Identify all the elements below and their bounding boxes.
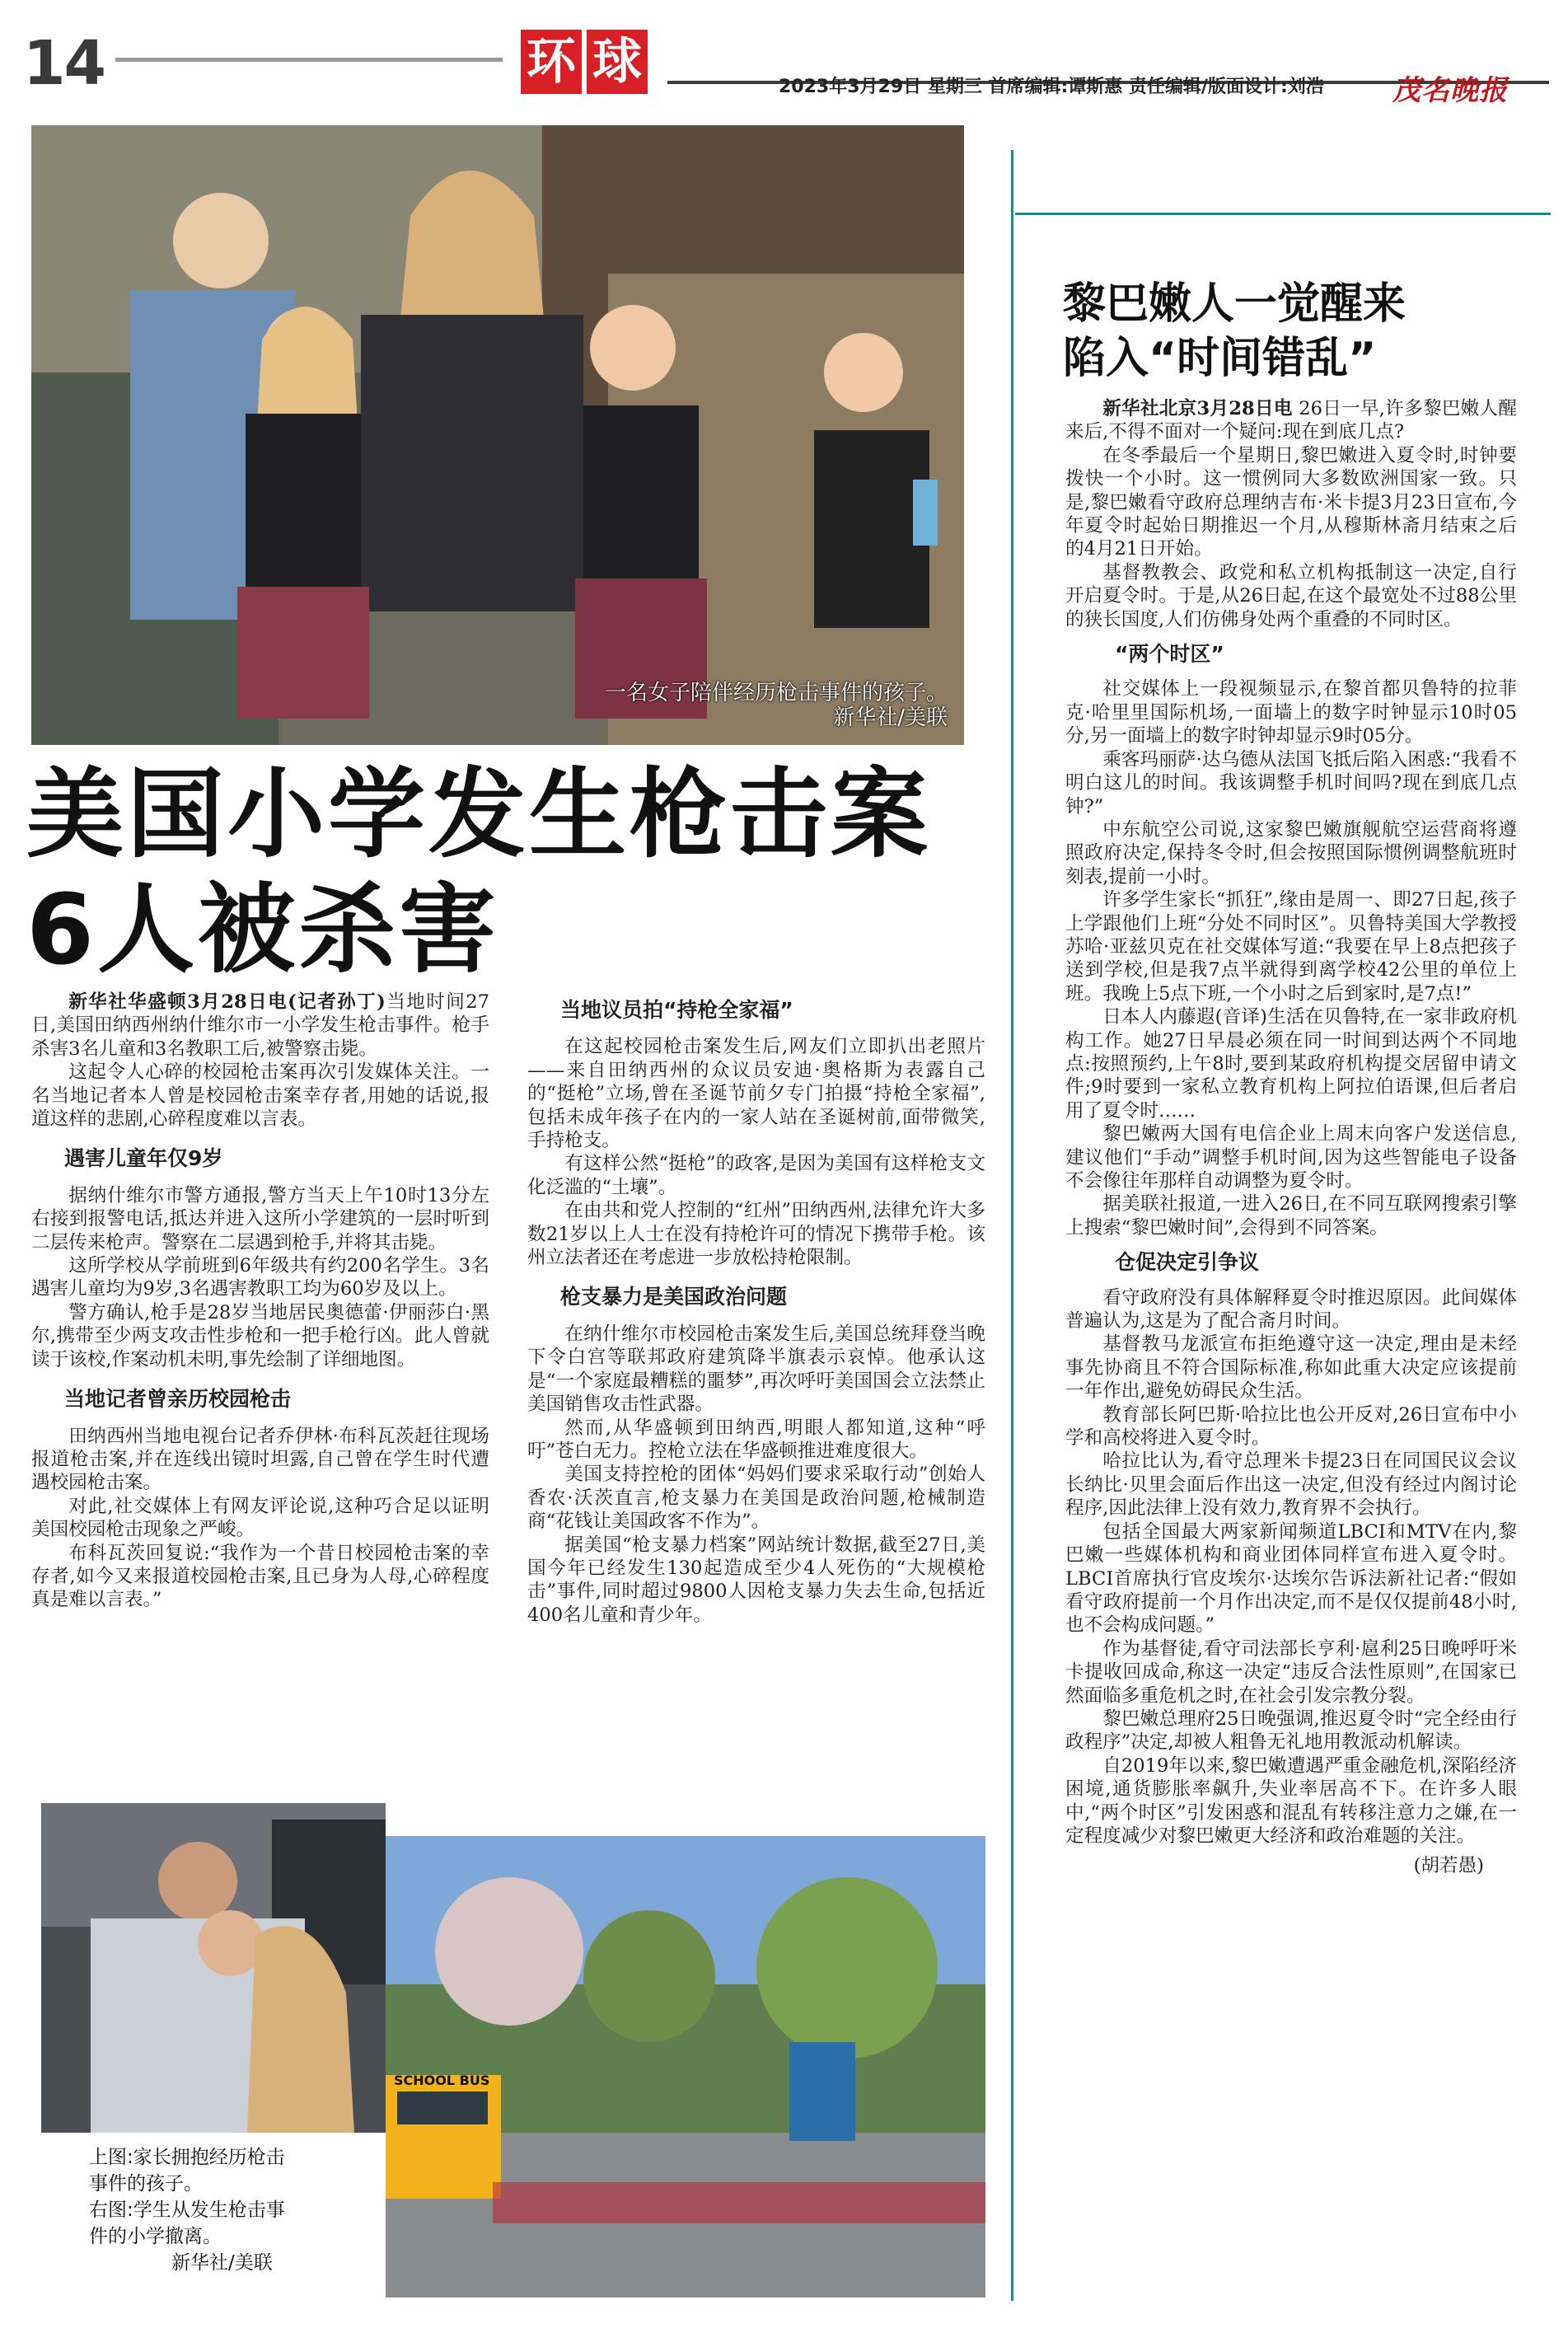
- paragraph: 据美联社报道,一进入26日,在不同互联网搜索引擎上搜索“黎巴嫩时间”,会得到不同答案。: [1065, 1193, 1517, 1239]
- paragraph: 在纳什维尔市校园枪击案发生后,美国总统拜登当晚下令白宫等联邦政府建筑降半旗表示哀悼。他承认这是“一个家庭最糟糕的噩梦”,再次呼吁美国国会立法禁止美国销售攻击性武器。: [527, 1323, 985, 1416]
- subheading: 当地记者曾亲历校园枪击: [64, 1387, 292, 1412]
- bottom-caption-line3: 右图:学生从发生枪击事: [89, 2199, 285, 2221]
- paragraph: 这起令人心碎的校园枪击案再次引发媒体关注。一名当地记者本人曾是校园枪击案幸存者,用她的话说,报道这样的悲剧,心碎程度难以言表。: [31, 1061, 489, 1131]
- paragraph: 乘客玛丽萨·达乌德从法国飞抵后陷入困惑:“我看不明白这儿的时间。我该调整手机时间吗?现在到底几点钟?”: [1065, 748, 1517, 817]
- paragraph: 布科瓦茨回复说:“我作为一个昔日校园枪击案的幸存者,如今又来报道校园枪击案,且已身为人母,心碎程度真是难以言表。”: [31, 1542, 489, 1611]
- paragraph: 许多学生家长“抓狂”,缘由是周一、即27日起,孩子上学跟他们上班“分处不同时区”。贝鲁特美国大学教授苏哈·亚兹贝克在社交媒体写道:“我要在早上8点把孩子送到学校,但是我7点半就得到离学校42公里的单位上班。我晚上5点下班,一个小时之后到家时,是7点!”: [1065, 889, 1517, 1005]
- subheading: 当地议员拍“持枪全家福”: [560, 998, 793, 1022]
- paragraph: 当地时间27日,美国田纳西州纳什维尔市一小学发生枪击事件。枪手杀害3名儿童和3名教职工后,被警察击毙。: [31, 991, 490, 1060]
- paragraph: 看守政府没有具体解释夏令时推迟原因。此间媒体普遍认为,这是为了配合斋月时间。: [1065, 1286, 1517, 1333]
- bottom-right-photo: [386, 1836, 985, 2298]
- bus-label: SCHOOL BUS: [394, 2073, 490, 2088]
- paragraph: 基督教马龙派宣布拒绝遵守这一决定,理由是未经事先协商且不符合国际标准,称如此重大决定应该提前一年作出,避免妨碍民众生活。: [1065, 1333, 1517, 1403]
- subheading: “两个时区”: [1115, 642, 1224, 667]
- paragraph: 警方确认,枪手是28岁当地居民奥德蕾·伊丽莎白·黑尔,携带至少两支攻击性步枪和一把手枪行凶。此人曾就读于该校,作案动机未明,事先绘制了详细地图。: [31, 1301, 489, 1370]
- paragraph: 自2019年以来,黎巴嫩遭遇严重金融危机,深陷经济困境,通货膨胀率飙升,失业率居高不下。在许多人眼中,“两个时区”引发困惑和混乱有转移注意力之嫌,在一定程度减少对黎巴嫩更大经济和政治难题的关注。: [1065, 1754, 1517, 1847]
- page-number: 14: [23, 28, 105, 99]
- paragraph: 包括全国最大两家新闻频道LBCI和MTV在内,黎巴嫩一些媒体机构和商业团体同样宣布进入夏令时。LBCI首席执行官皮埃尔·达埃尔告诉法新社记者:“假如看守政府提前一个月作出决定,而不是仅仅提前48小时,也不会构成问题。”: [1065, 1520, 1517, 1637]
- right-headline-line2: 陷入“时间错乱”: [1063, 334, 1377, 383]
- subheading: 枪支暴力是美国政治问题: [560, 1285, 788, 1309]
- dateline: 新华社华盛顿3月28日电(记者孙丁): [68, 991, 386, 1013]
- subheading: 遇害儿童年仅9岁: [64, 1146, 223, 1171]
- right-headline-line1: 黎巴嫩人一觉醒来: [1063, 279, 1407, 329]
- paragraph: 黎巴嫩两大国有电信企业上周末向客户发送信息,建议他们“手动”调整手机时间,因为这些智能电子设备不会像往年那样自动调整为夏令时。: [1065, 1123, 1517, 1192]
- paragraph: 据美国“枪支暴力档案”网站统计数据,截至27日,美国今年已经发生130起造成至少4人死伤的“大规模枪击”事件,同时超过9800人因枪支暴力失去生命,包括近400名儿童和青少年。: [527, 1534, 985, 1626]
- paragraph: 黎巴嫩总理府25日晚强调,推迟夏令时“完全经由行政程序”决定,却被人粗鲁无礼地用教派动机解读。: [1065, 1707, 1517, 1754]
- paragraph: 26日一早,许多黎巴嫩人醒来后,不得不面对一个疑问:现在到底几点?: [1065, 398, 1517, 443]
- paragraph: 哈拉比认为,看守总理米卡提23日在同国民议会议长纳比·贝里会面后作出这一决定,但没有经过内阁讨论程序,因此法律上没有效力,教育界不会执行。: [1065, 1450, 1517, 1520]
- paragraph: 对此,社交媒体上有网友评论说,这种巧合足以证明美国校园枪击现象之严峻。: [31, 1495, 489, 1541]
- paper-logo: 茂名晚报: [1392, 74, 1508, 107]
- paragraph: 作为基督徒,看守司法部长亨利·扈利25日晚呼吁米卡提收回成命,称这一决定“违反合法性原则”,在国家已然面临多重危机之时,在社会引发宗教分裂。: [1065, 1637, 1517, 1707]
- right-article-body: [1065, 397, 1517, 1878]
- paragraph: 有这样公然“挺枪”的政客,是因为美国有这样枪支文化泛滥的“土壤”。: [527, 1153, 985, 1198]
- main-article-col1: [31, 991, 489, 1612]
- subheading: 仓促决定引争议: [1115, 1250, 1260, 1275]
- top-photo-caption: [605, 681, 948, 730]
- bottom-caption-line1: 上图:家长拥抱经历枪击: [89, 2147, 285, 2168]
- dateline: 新华社北京3月28日电: [1102, 398, 1293, 419]
- section-label-huan: 环: [521, 30, 582, 94]
- paragraph: 教育部长阿巴斯·哈拉比也公开反对,26日宣布中小学和高校将进入夏令时。: [1065, 1403, 1517, 1450]
- main-headline: [26, 756, 931, 987]
- paragraph: 中东航空公司说,这家黎巴嫩旗舰航空运营商将遵照政府决定,保持冬令时,但会按照国际惯例调整航班时刻表,提前一小时。: [1065, 818, 1517, 888]
- header-info: 2023年3月29日 星期三 首席编辑:谭斯惠 责任编辑/版面设计:刘浩: [779, 77, 1324, 97]
- paragraph: 然而,从华盛顿到田纳西,明眼人都知道,这种“呼吁”苍白无力。控枪立法在华盛顿推进难度很大。: [527, 1417, 985, 1462]
- bottom-caption-line2: 事件的孩子。: [89, 2173, 203, 2195]
- top-photo: [31, 125, 964, 745]
- right-top-rule: [1015, 213, 1551, 215]
- paragraph: 在冬季最后一个星期日,黎巴嫩进入夏令时,时钟要拨快一个小时。这一惯例同大多数欧洲国家一致。只是,黎巴嫩看守政府总理纳吉布·米卡提3月23日宣布,今年夏令时起始日期推迟一个月,从穆斯林斋月结束之后的4月21日开始。: [1065, 444, 1517, 560]
- bottom-photo-caption: [89, 2144, 336, 2276]
- column-divider: [1011, 150, 1013, 2301]
- right-headline: [1063, 277, 1406, 386]
- header-rule: [115, 58, 503, 62]
- paragraph: 社交媒体上一段视频显示,在黎首都贝鲁特的拉菲克·哈里里国际机场,一面墙上的数字时钟显示10时05分,另一面墙上的数字时钟却显示9时05分。: [1065, 678, 1517, 747]
- section-label-qiu: 球: [587, 30, 648, 94]
- paragraph: 在这起校园枪击案发生后,网友们立即扒出老照片——来自田纳西州的众议员安迪·奥格斯为表露自己的“挺枪”立场,曾在圣诞节前夕专门拍摄“持枪全家福”,包括未成年孩子在内的一家人站在圣诞树前,面带微笑,手持枪支。: [527, 1036, 985, 1152]
- paragraph: 基督教教会、政党和私立机构抵制这一决定,自行开启夏令时。于是,从26日起,在这个最宽处不过88公里的狭长国度,人们仿佛身处两个重叠的不同时区。: [1065, 561, 1517, 630]
- bottom-caption-line4: 件的小学撤离。: [89, 2226, 222, 2247]
- paragraph: 这所学校从学前班到6年级共有约200名学生。3名遇害儿童均为9岁,3名遇害教职工均为60岁及以上。: [31, 1255, 489, 1300]
- main-article-col2: [527, 999, 985, 1627]
- top-photo-credit: 新华社/美联: [833, 705, 948, 730]
- paragraph: 据纳什维尔市警方通报,警方当天上午10时13分左右接到报警电话,抵达并进入这所小学建筑的一层时听到二层传来枪声。警察在二层遇到枪手,并将其击毙。: [31, 1184, 489, 1253]
- paragraph: 日本人内藤遐(音译)生活在贝鲁特,在一家非政府机构工作。她27日早晨必须在同一时间到达两个不同地点:按照预约,上午8时,要到某政府机构提交居留申请文件;9时要到一家私立教育机构上阿拉伯语课,但后者启用了夏令时……: [1065, 1006, 1517, 1122]
- bottom-left-photo: [41, 1803, 386, 2133]
- main-headline-line2: 6人被杀害: [26, 873, 500, 986]
- top-photo-caption-text: 一名女子陪伴经历枪击事件的孩子。: [604, 681, 948, 705]
- byline: (胡若愚): [1413, 1855, 1484, 1877]
- main-headline-line1: 美国小学发生枪击案: [26, 757, 932, 871]
- bottom-photo-credit: 新华社/美联: [171, 2252, 273, 2274]
- paragraph: 美国支持控枪的团体“妈妈们要求采取行动”创始人香农·沃茨直言,枪支暴力在美国是政治问题,枪械制造商“花钱让美国政客不作为”。: [527, 1464, 985, 1533]
- paragraph: 田纳西州当地电视台记者乔伊林·布科瓦茨赶往现场报道枪击案,并在连线出镜时坦露,自己曾在学生时代遭遇校园枪击案。: [31, 1425, 489, 1494]
- paragraph: 在由共和党人控制的“红州”田纳西州,法律允许大多数21岁以上人士在没有持枪许可的情况下携带手枪。该州立法者还在考虑进一步放松持枪限制。: [527, 1200, 985, 1269]
